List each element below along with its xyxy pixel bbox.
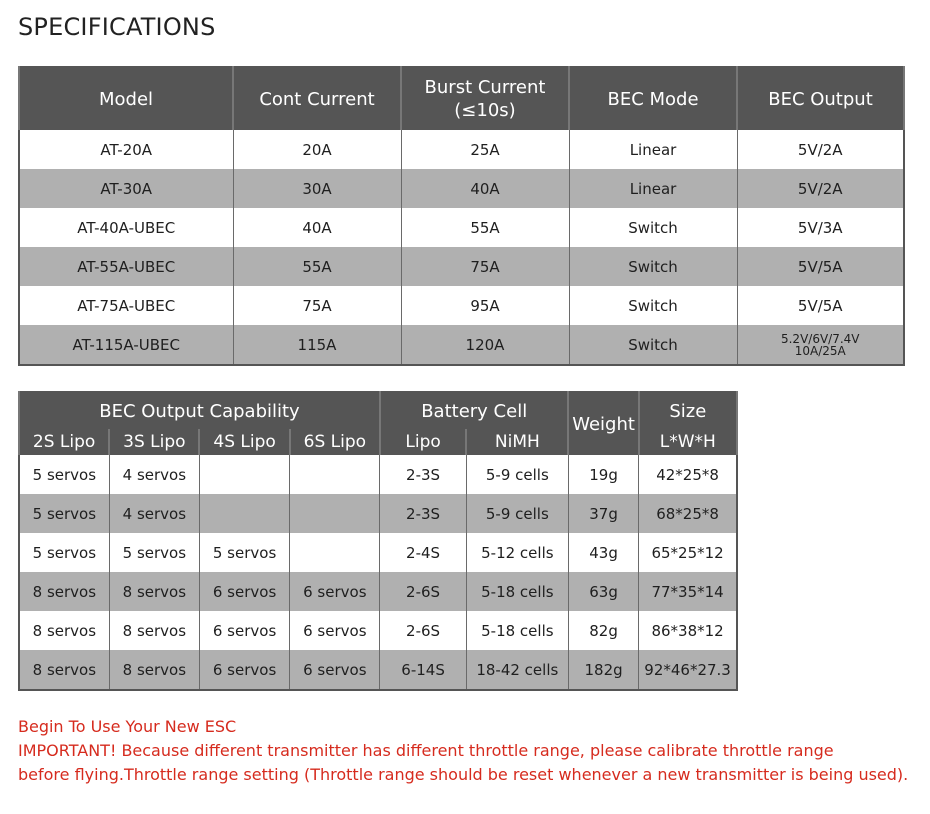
cell-lipo: 2-3S (380, 494, 466, 533)
cell-bec-output: 5V/2A (737, 130, 904, 169)
header-cont-current: Cont Current (233, 67, 401, 130)
cell-weight: 19g (568, 455, 638, 494)
cell-2s-lipo: 5 servos (19, 455, 109, 494)
cell-2s-lipo: 8 servos (19, 650, 109, 690)
cell-size: 92*46*27.3 (639, 650, 737, 690)
cell-6s-lipo (290, 455, 380, 494)
cell-cont-current: 20A (233, 130, 401, 169)
cell-lipo: 2-4S (380, 533, 466, 572)
cell-bec-mode: Linear (569, 169, 737, 208)
cell-burst-current: 95A (401, 286, 569, 325)
cell-bec-mode: Switch (569, 286, 737, 325)
header-lipo: Lipo (380, 429, 466, 455)
table-row (19, 208, 904, 247)
table-row (19, 286, 904, 325)
cell-2s-lipo: 5 servos (19, 494, 109, 533)
table-row (19, 455, 737, 494)
cell-nimh: 5-9 cells (466, 455, 568, 494)
cell-weight: 63g (568, 572, 638, 611)
cell-model: AT-20A (19, 130, 233, 169)
cell-nimh: 18-42 cells (466, 650, 568, 690)
cell-bec-mode: Linear (569, 130, 737, 169)
cell-bec-mode: Switch (569, 247, 737, 286)
cell-4s-lipo: 5 servos (199, 533, 289, 572)
cell-3s-lipo: 5 servos (109, 533, 199, 572)
page-title: SPECIFICATIONS (18, 13, 216, 41)
cell-size: 77*35*14 (639, 572, 737, 611)
header-bec-mode: BEC Mode (569, 67, 737, 130)
cell-bec-mode: Switch (569, 325, 737, 365)
cell-cont-current: 55A (233, 247, 401, 286)
cell-4s-lipo (199, 455, 289, 494)
cell-2s-lipo: 8 servos (19, 572, 109, 611)
header-2s-lipo: 2S Lipo (19, 429, 109, 455)
cell-size: 65*25*12 (639, 533, 737, 572)
cell-3s-lipo: 8 servos (109, 650, 199, 690)
cell-nimh: 5-18 cells (466, 572, 568, 611)
cell-cont-current: 30A (233, 169, 401, 208)
cell-bec-output: 5V/5A (737, 286, 904, 325)
cell-3s-lipo: 8 servos (109, 611, 199, 650)
cell-model: AT-40A-UBEC (19, 208, 233, 247)
header-4s-lipo: 4S Lipo (199, 429, 289, 455)
header-lwh: L*W*H (639, 429, 737, 455)
header-size: Size (639, 392, 737, 429)
cell-3s-lipo: 8 servos (109, 572, 199, 611)
note-heading: Begin To Use Your New ESC (18, 717, 237, 736)
table-row (19, 494, 737, 533)
cell-nimh: 5-12 cells (466, 533, 568, 572)
cell-nimh: 5-9 cells (466, 494, 568, 533)
cell-4s-lipo (199, 494, 289, 533)
cell-weight: 37g (568, 494, 638, 533)
cell-burst-current: 120A (401, 325, 569, 365)
cell-3s-lipo: 4 servos (109, 494, 199, 533)
cell-burst-current: 40A (401, 169, 569, 208)
table-row (19, 533, 737, 572)
cell-lipo: 2-3S (380, 455, 466, 494)
cell-bec-mode: Switch (569, 208, 737, 247)
cell-bec-output: 5V/5A (737, 247, 904, 286)
cell-cont-current: 40A (233, 208, 401, 247)
table-row (19, 611, 737, 650)
cell-4s-lipo: 6 servos (199, 611, 289, 650)
cell-lipo: 6-14S (380, 650, 466, 690)
cell-6s-lipo: 6 servos (290, 650, 380, 690)
cell-2s-lipo: 8 servos (19, 611, 109, 650)
cell-4s-lipo: 6 servos (199, 650, 289, 690)
header-3s-lipo: 3S Lipo (109, 429, 199, 455)
cell-burst-current: 55A (401, 208, 569, 247)
header-bec-output: BEC Output (737, 67, 904, 130)
cell-size: 86*38*12 (639, 611, 737, 650)
cell-bec-output: 5V/2A (737, 169, 904, 208)
cell-3s-lipo: 4 servos (109, 455, 199, 494)
cell-model: AT-75A-UBEC (19, 286, 233, 325)
header-battery-cell: Battery Cell (380, 392, 569, 429)
cell-6s-lipo: 6 servos (290, 611, 380, 650)
header-nimh: NiMH (466, 429, 568, 455)
header-burst-current: Burst Current (≤10s) (401, 67, 569, 130)
table-row (19, 130, 904, 169)
cell-weight: 82g (568, 611, 638, 650)
cell-model: AT-30A (19, 169, 233, 208)
cell-model: AT-55A-UBEC (19, 247, 233, 286)
cell-weight: 43g (568, 533, 638, 572)
table-row (19, 325, 904, 365)
header-6s-lipo: 6S Lipo (290, 429, 380, 455)
note-throttle-setting: before flying.Throttle range setting (Throttle range should be reset whenever a new transmitter is being used). (18, 765, 909, 784)
header-weight: Weight (568, 392, 638, 455)
cell-weight: 182g (568, 650, 638, 690)
cell-cont-current: 115A (233, 325, 401, 365)
cell-4s-lipo: 6 servos (199, 572, 289, 611)
table-row (19, 247, 904, 286)
bec-output-current: 10A/25A (794, 343, 846, 358)
bec-output-voltage: 5.2V/6V/7.4V (780, 331, 860, 346)
cell-lipo: 2-6S (380, 611, 466, 650)
instructions-note (18, 715, 908, 787)
cell-nimh: 5-18 cells (466, 611, 568, 650)
cell-2s-lipo: 5 servos (19, 533, 109, 572)
cell-bec-output: 5V/3A (737, 208, 904, 247)
note-important: IMPORTANT! Because different transmitter has different throttle range, please calibrate throttle range (18, 741, 834, 760)
table-row (19, 650, 737, 690)
cell-model: AT-115A-UBEC (19, 325, 233, 365)
cell-cont-current: 75A (233, 286, 401, 325)
cell-burst-current: 25A (401, 130, 569, 169)
cell-bec-output (737, 325, 904, 365)
table-row (19, 572, 737, 611)
header-bec-output-capability: BEC Output Capability (19, 392, 380, 429)
cell-size: 68*25*8 (639, 494, 737, 533)
cell-size: 42*25*8 (639, 455, 737, 494)
bec-capability-table (18, 391, 738, 691)
cell-6s-lipo: 6 servos (290, 572, 380, 611)
cell-6s-lipo (290, 494, 380, 533)
cell-burst-current: 75A (401, 247, 569, 286)
specifications-table (18, 66, 905, 366)
table-row (19, 169, 904, 208)
cell-6s-lipo (290, 533, 380, 572)
cell-lipo: 2-6S (380, 572, 466, 611)
header-model: Model (19, 67, 233, 130)
